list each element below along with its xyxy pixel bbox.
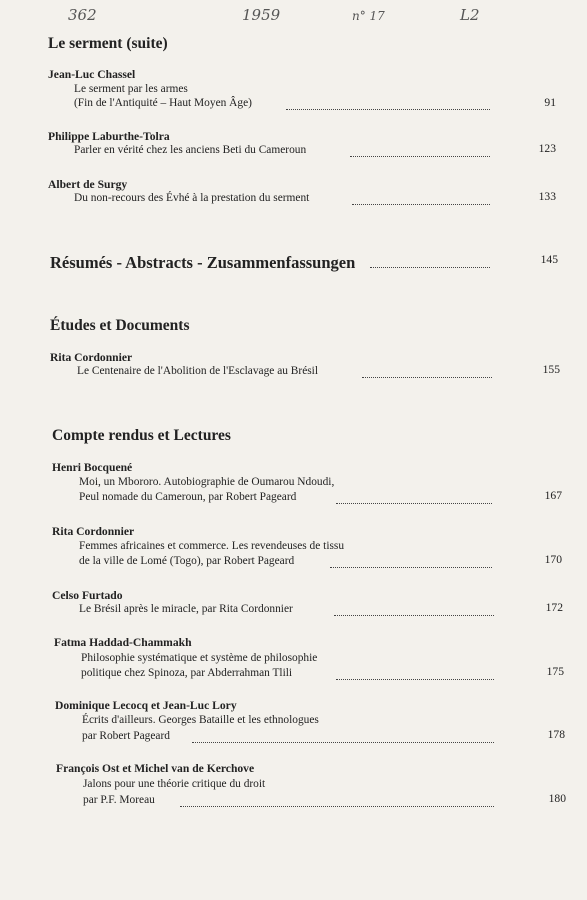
handwritten-issue: n° 17 bbox=[352, 9, 385, 23]
entry-page: 172 bbox=[545, 601, 563, 614]
entry-title-line: politique chez Spinoza, par Abderrahman Tlili bbox=[81, 667, 293, 679]
entry-title-line: Du non-recours des Évhé à la prestation du serment bbox=[74, 192, 310, 204]
entry-page: 178 bbox=[547, 728, 565, 741]
dot-leader bbox=[334, 614, 494, 616]
entry-title-line: Le Brésil après le miracle, par Rita Cordonnier bbox=[79, 603, 293, 615]
entry-title-line: Écrits d'ailleurs. Georges Bataille et les ethnologues bbox=[82, 714, 319, 726]
entry-title-line: Philosophie systématique et système de philosophie bbox=[81, 652, 318, 664]
entry-page: 180 bbox=[548, 792, 566, 805]
entry-title-line: Le Centenaire de l'Abolition de l'Esclavage au Brésil bbox=[77, 365, 319, 377]
entry-author: François Ost et Michel van de Kerchove bbox=[56, 762, 255, 775]
entry-page: 123 bbox=[538, 142, 556, 155]
dot-leader bbox=[286, 108, 490, 110]
dot-leader bbox=[336, 502, 492, 504]
entry-title-line: par Robert Pageard bbox=[82, 730, 170, 742]
entry-page: 145 bbox=[540, 253, 558, 266]
entry-title-line: Moi, un Mbororo. Autobiographie de Oumarou Ndoudi, bbox=[79, 476, 335, 488]
dot-leader bbox=[336, 678, 494, 680]
section-title-serment: Le serment (suite) bbox=[48, 35, 168, 52]
handwritten-number: 362 bbox=[68, 6, 97, 24]
entry-author: Jean-Luc Chassel bbox=[48, 68, 136, 81]
dot-leader bbox=[352, 203, 490, 205]
entry-author: Fatma Haddad-Chammakh bbox=[54, 636, 192, 649]
entry-author: Rita Cordonnier bbox=[52, 525, 135, 538]
dot-leader bbox=[370, 266, 490, 268]
dot-leader bbox=[330, 566, 492, 568]
dot-leader bbox=[180, 805, 494, 807]
entry-title-line: Le serment par les armes bbox=[74, 83, 188, 95]
entry-page: 155 bbox=[542, 363, 560, 376]
entry-title-line: Peul nomade du Cameroun, par Robert Pageard bbox=[79, 491, 297, 503]
entry-page: 175 bbox=[546, 665, 564, 678]
entry-author: Rita Cordonnier bbox=[50, 351, 133, 364]
entry-title-line: Jalons pour une théorie critique du droit bbox=[83, 778, 266, 790]
entry-page: 170 bbox=[544, 553, 562, 566]
dot-leader bbox=[192, 741, 494, 743]
entry-author: Henri Bocquené bbox=[52, 461, 133, 474]
entry-title-line: de la ville de Lomé (Togo), par Robert Pageard bbox=[79, 555, 295, 567]
section-title-comptes: Compte rendus et Lectures bbox=[52, 427, 231, 444]
entry-author: Philippe Laburthe-Tolra bbox=[48, 130, 170, 143]
entry-page: 91 bbox=[544, 96, 556, 109]
entry-title-line: (Fin de l'Antiquité – Haut Moyen Âge) bbox=[74, 97, 252, 109]
entry-author: Celso Furtado bbox=[52, 589, 123, 602]
handwritten-year: 1959 bbox=[242, 6, 281, 24]
entry-author: Albert de Surgy bbox=[48, 178, 128, 191]
entry-title-line: Parler en vérité chez les anciens Beti du Cameroun bbox=[74, 144, 307, 156]
entry-page: 133 bbox=[538, 190, 556, 203]
dot-leader bbox=[362, 376, 492, 378]
handwritten-code: L2 bbox=[460, 6, 480, 24]
dot-leader bbox=[350, 155, 490, 157]
entry-title-line: par P.F. Moreau bbox=[83, 794, 155, 806]
section-title-etudes: Études et Documents bbox=[50, 317, 190, 334]
entry-author: Dominique Lecocq et Jean-Luc Lory bbox=[55, 699, 237, 712]
entry-page: 167 bbox=[544, 489, 562, 502]
section-title-resumes: Résumés - Abstracts - Zusammenfassungen bbox=[50, 253, 356, 272]
entry-title-line: Femmes africaines et commerce. Les revendeuses de tissu bbox=[79, 540, 345, 552]
